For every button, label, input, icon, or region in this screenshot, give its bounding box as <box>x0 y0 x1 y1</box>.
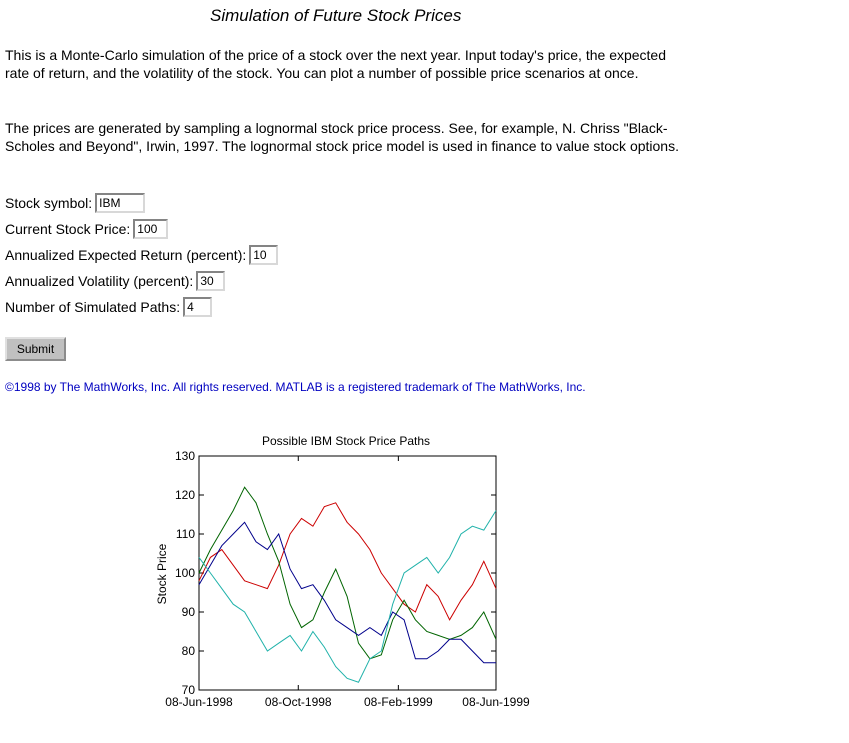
return-label: Annualized Expected Return (percent): <box>5 247 247 263</box>
y-tick-label: 130 <box>174 449 195 463</box>
y-tick-label: 120 <box>174 488 195 502</box>
x-tick-label: 08-Jun-1998 <box>165 695 233 709</box>
x-tick-label: 08-Jun-1999 <box>462 695 530 709</box>
y-tick-label: 80 <box>181 644 195 658</box>
y-tick-label: 70 <box>181 683 195 697</box>
copyright-notice: ©1998 by The MathWorks, Inc. All rights reserved. MATLAB is a registered trademark of The MathWorks, Inc. <box>5 380 586 394</box>
paths-input[interactable] <box>183 297 212 317</box>
price-input[interactable] <box>133 219 168 239</box>
x-tick-label: 08-Oct-1998 <box>264 695 332 709</box>
y-tick-label: 100 <box>174 566 195 580</box>
x-tick-label: 08-Feb-1999 <box>363 695 433 709</box>
volatility-input[interactable] <box>196 271 225 291</box>
submit-button[interactable]: Submit <box>5 337 66 361</box>
symbol-label: Stock symbol: <box>5 195 93 211</box>
price-label: Current Stock Price: <box>5 221 131 237</box>
stock-price-chart <box>150 428 550 718</box>
page-title: Simulation of Future Stock Prices <box>210 6 462 25</box>
volatility-row <box>5 270 225 292</box>
symbol-input[interactable] <box>95 193 145 213</box>
y-tick-label: 90 <box>181 605 195 619</box>
plot-frame <box>199 456 496 690</box>
symbol-row <box>5 192 145 214</box>
return-row <box>5 244 278 266</box>
y-tick-label: 110 <box>175 527 195 541</box>
paths-row <box>5 296 212 318</box>
return-input[interactable] <box>249 245 278 265</box>
price-row <box>5 218 168 240</box>
chart-title: Possible IBM Stock Price Paths <box>261 434 431 448</box>
y-axis-label: Stock Price <box>155 543 169 605</box>
method-paragraph: The prices are generated by sampling a lognormal stock price process. See, for example, N. Chriss "Black-Scholes and Beyond", Irwin, 1997. The lognormal stock price model is used in finance to value stock options. <box>5 120 679 154</box>
volatility-label: Annualized Volatility (percent): <box>5 273 194 289</box>
plot-area <box>165 449 530 709</box>
intro-paragraph: This is a Monte-Carlo simulation of the price of a stock over the next year. Input today's price, the expected rate of return, and the volatility of the stock. You can plot a number of possible price scenarios at once. <box>5 47 667 81</box>
paths-label: Number of Simulated Paths: <box>5 299 181 315</box>
